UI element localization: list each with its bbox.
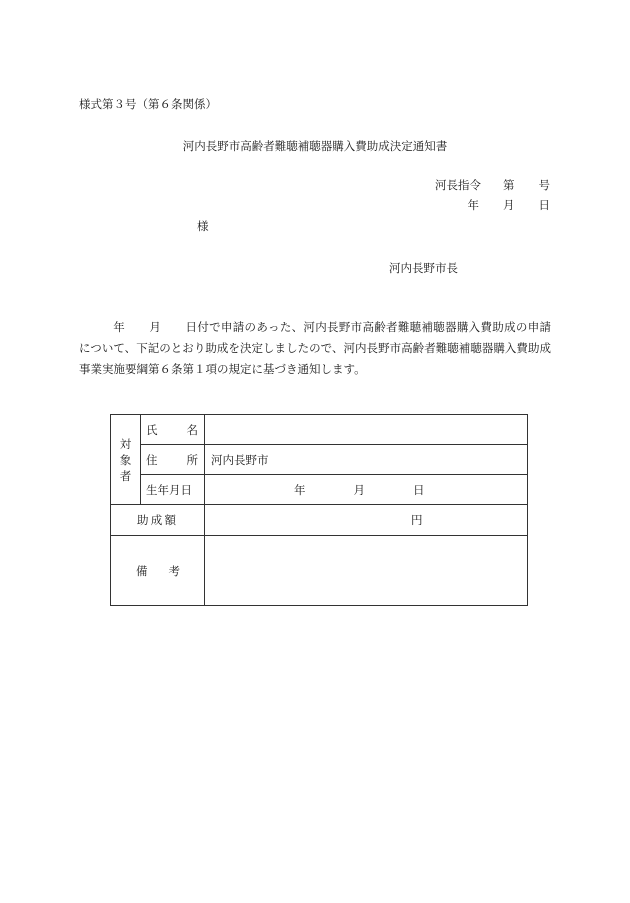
issuer-name: 河内長野市長 bbox=[389, 261, 458, 275]
remarks-value[interactable] bbox=[205, 536, 528, 606]
date-year: 年 bbox=[467, 198, 479, 212]
date-month: 月 bbox=[503, 198, 515, 212]
birth-month: 月 bbox=[353, 482, 365, 497]
ref-go: 号 bbox=[538, 178, 550, 192]
birthdate-row bbox=[111, 475, 528, 505]
reference-number bbox=[435, 177, 550, 193]
remarks-row bbox=[111, 536, 528, 606]
amount-label: 助 成 額 bbox=[111, 505, 205, 536]
name-value[interactable] bbox=[205, 415, 528, 445]
birth-day: 日 bbox=[413, 482, 425, 497]
body-month: 月 bbox=[149, 320, 162, 334]
body-year: 年 bbox=[113, 320, 126, 334]
amount-value[interactable] bbox=[205, 505, 528, 536]
birthdate-value[interactable] bbox=[205, 475, 528, 505]
name-row bbox=[111, 415, 528, 445]
amount-unit: 円 bbox=[411, 513, 423, 527]
ref-prefix: 河長指令 bbox=[435, 178, 481, 192]
issue-date bbox=[468, 197, 551, 213]
birthdate-label: 生年月日 bbox=[141, 475, 205, 505]
amount-row bbox=[111, 505, 528, 536]
form-number: 様式第３号（第６条関係） bbox=[79, 97, 217, 111]
remarks-label: 備 考 bbox=[111, 536, 205, 606]
detail-table bbox=[110, 414, 528, 606]
addressee-suffix: 様 bbox=[197, 219, 209, 233]
date-day: 日 bbox=[538, 198, 550, 212]
body-text: 日付で申請のあった、河内長野市高齢者難聴補聴器購入費助成の申請について、下記のとおり助成を決定しましたので、河内長野市高齢者難聴補聴器購入費助成事業実施要綱第６条第１項の規定に基づき通知します。 bbox=[79, 320, 551, 376]
target-person-label: 対 象 者 bbox=[111, 415, 141, 505]
address-row bbox=[111, 445, 528, 475]
address-value[interactable]: 河内長野市 bbox=[205, 445, 528, 475]
name-label: 氏 名 bbox=[141, 415, 205, 445]
address-label: 住 所 bbox=[141, 445, 205, 475]
ref-dai: 第 bbox=[503, 178, 515, 192]
birth-year: 年 bbox=[294, 482, 306, 497]
notice-body bbox=[79, 317, 551, 380]
document-title: 河内長野市高齢者難聴補聴器購入費助成決定通知書 bbox=[182, 139, 448, 153]
